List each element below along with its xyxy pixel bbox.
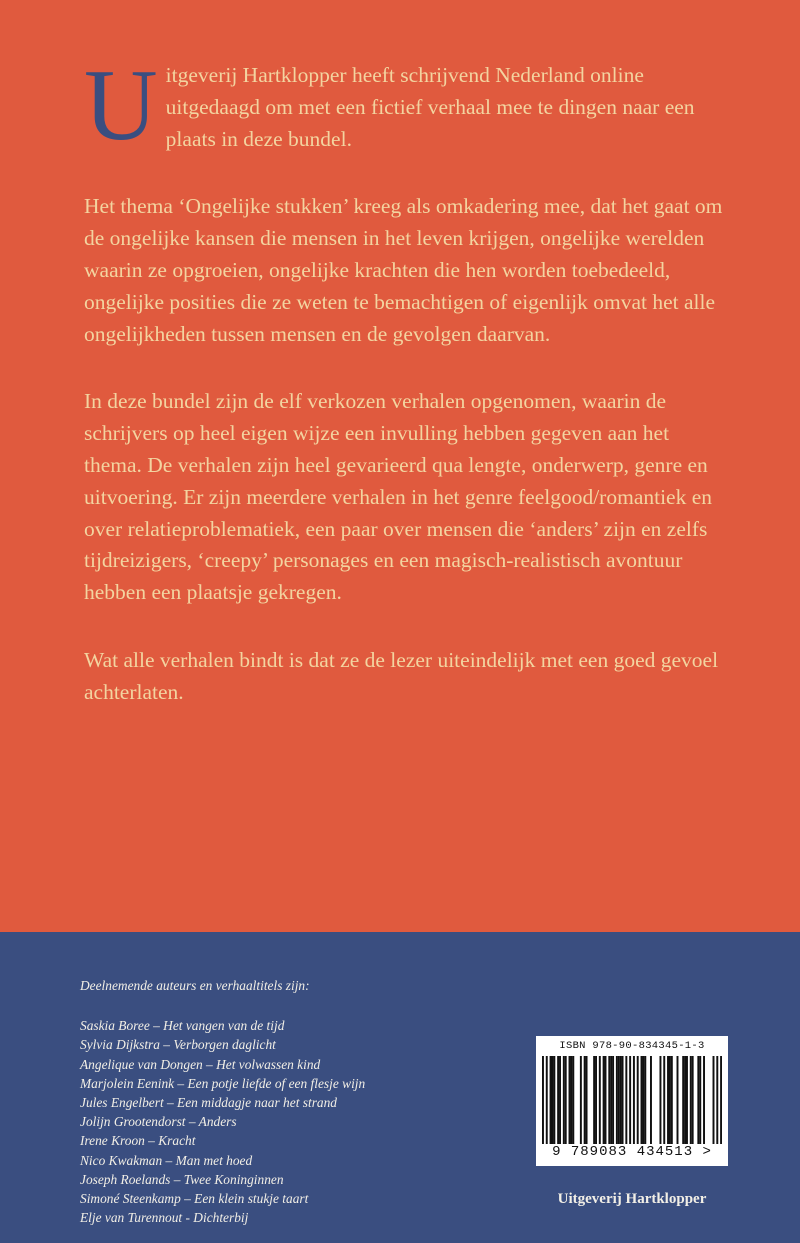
- barcode-bar: [605, 1056, 607, 1144]
- author-entry: Irene Kroon – Kracht: [80, 1133, 196, 1149]
- barcode-bar: [686, 1056, 688, 1144]
- intro-paragraph-1: [84, 49, 724, 162]
- author-entry: Jolijn Grootendorst – Anders: [80, 1114, 237, 1130]
- author-entry: Angelique van Dongen – Het volwassen kind: [80, 1056, 321, 1072]
- barcode-bar: [669, 1056, 671, 1144]
- barcode-bar: [559, 1056, 561, 1144]
- barcode-bar: [697, 1056, 699, 1144]
- barcode-bar: [663, 1056, 665, 1144]
- author-list: [80, 976, 480, 1227]
- barcode-bar: [659, 1056, 661, 1144]
- barcode-bar: [713, 1056, 715, 1144]
- barcode-bar: [563, 1056, 565, 1144]
- author-entry: Sylvia Dijkstra – Verborgen daglicht: [80, 1037, 276, 1053]
- barcode-bar: [637, 1056, 639, 1144]
- author-entry: Jules Engelbert – Een middagje naar het strand: [80, 1095, 337, 1111]
- barcode-bar: [551, 1056, 553, 1144]
- barcode-bar: [572, 1056, 574, 1144]
- barcode-bar: [622, 1056, 624, 1144]
- barcode-bar: [625, 1056, 627, 1144]
- barcode-bars: [542, 1056, 722, 1144]
- barcode-bar: [684, 1056, 686, 1144]
- barcode-bar: [612, 1056, 614, 1144]
- barcode-bar: [569, 1056, 571, 1144]
- barcode-number: 9 789083 434513 >: [552, 1144, 712, 1160]
- barcode-bar: [690, 1056, 692, 1144]
- barcode-bar: [642, 1056, 644, 1144]
- blurb: [84, 49, 724, 745]
- barcode-bar: [618, 1056, 620, 1144]
- author-entry: Joseph Roelands – Twee Koninginnen: [80, 1171, 284, 1187]
- barcode-bar: [542, 1056, 544, 1144]
- barcode-bar: [616, 1056, 618, 1144]
- intro-paragraph-1-text: itgeverij Hartklopper heeft schrijvend Nederland online uitgedaagd om met een fictief verhaal mee te dingen naar een plaats in deze bundel.: [165, 63, 695, 151]
- barcode-bar: [677, 1056, 679, 1144]
- publisher-name: Uitgeverij Hartklopper: [557, 1191, 707, 1207]
- barcode-bar: [720, 1056, 722, 1144]
- barcode-bar: [586, 1056, 588, 1144]
- intro-paragraph-3: In deze bundel zijn de elf verkozen verhalen opgenomen, waarin de schrijvers op heel eigen wijze een invulling hebben gegeven aan het thema. De verhalen zijn heel gevarieerd qua lengte, onderwerp, genre en uitvoering. Er zijn meerdere verhalen in het genre feelgood/romantiek en over relatieproblematiek, een paar over mensen die ‘anders’ zijn en zelfs tijdreizigers, ‘creepy’ personages en een magisch-realistisch avontuur hebben een plaatsje gekregen.: [84, 389, 713, 605]
- barcode-bar: [620, 1056, 622, 1144]
- barcode-bar: [650, 1056, 652, 1144]
- barcode-bar: [546, 1056, 548, 1144]
- author-entry: Marjolein Eenink – Een potje liefde of een flesje wijn: [80, 1075, 366, 1091]
- drop-cap: U: [84, 49, 158, 162]
- barcode-bar: [667, 1056, 669, 1144]
- barcode-bar: [629, 1056, 631, 1144]
- intro-paragraph-4: Wat alle verhalen bindt is dat ze de lezer uiteindelijk met een goed gevoel achterlaten.: [84, 647, 719, 704]
- barcode-bar: [580, 1056, 582, 1144]
- barcode-bar: [593, 1056, 595, 1144]
- barcode-bar: [671, 1056, 673, 1144]
- author-entry: Simoné Steenkamp – Een klein stukje taart: [80, 1191, 309, 1207]
- intro-paragraph-2: Het thema ‘Ongelijke stukken’ kreeg als omkadering mee, dat het gaat om de ongelijke kansen die mensen in het leven krijgen, ongelijke werelden waarin ze opgroeien, ongelijke krachten die hen worden toebedeeld, ongelijke posities die ze weten te bemachtigen of eigenlijk omvat het alle ongelijkheden tussen mensen en de gevolgen daarvan.: [84, 194, 723, 346]
- barcode-bar: [565, 1056, 567, 1144]
- barcode-bar: [641, 1056, 643, 1144]
- barcode-bar: [699, 1056, 701, 1144]
- isbn-label: ISBN 978-90-834345-1-3: [559, 1040, 705, 1052]
- barcode-bar: [557, 1056, 559, 1144]
- author-list-heading: Deelnemende auteurs en verhaaltitels zijn:: [80, 978, 310, 993]
- author-entry: Nico Kwakman – Man met hoed: [80, 1152, 253, 1168]
- barcode-bar: [644, 1056, 646, 1144]
- barcode-bar: [603, 1056, 605, 1144]
- barcode-bar: [608, 1056, 610, 1144]
- barcode-bar: [692, 1056, 694, 1144]
- barcode-bar: [550, 1056, 552, 1144]
- barcode-bar: [553, 1056, 555, 1144]
- barcode-bar: [599, 1056, 601, 1144]
- author-entry: Elje van Turennout - Dichterbij: [80, 1210, 249, 1226]
- barcode-bar: [716, 1056, 718, 1144]
- barcode-bar: [595, 1056, 597, 1144]
- barcode-bar: [682, 1056, 684, 1144]
- barcode-bar: [703, 1056, 705, 1144]
- barcode-bar: [584, 1056, 586, 1144]
- isbn-barcode: [536, 1036, 728, 1166]
- barcode-bar: [570, 1056, 572, 1144]
- barcode-bar: [610, 1056, 612, 1144]
- author-entry: Saskia Boree – Het vangen van de tijd: [80, 1018, 285, 1034]
- barcode-bar: [633, 1056, 635, 1144]
